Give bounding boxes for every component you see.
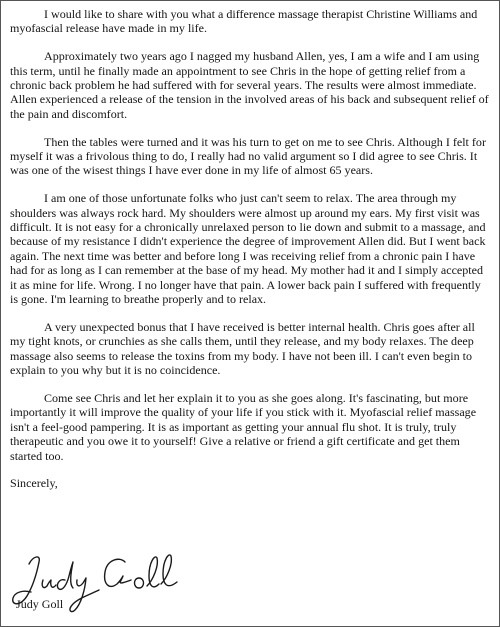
letter-paragraph-2: Approximately two years ago I nagged my husband Allen, yes, I am a wife and I am using this term, until he finally made an appointment to see Chris in the hope of getting relief from a chronic back problem he had suffered with for several years. The results were almost immediate. Allen experienced a release of the tension in the involved areas of his back and subsequent relief of the pain and discomfort. [10,49,489,121]
letter-paragraph-5: A very unexpected bonus that I have received is better internal health. Chris goes after all my tight knots, or crunchies as she calls them, until they release, and my body relaxes. The deep massage also seems to release the toxins from my body. I have not been ill. I can't even begin to explain to you why but it is no coincidence. [10,319,475,378]
letter-paragraph-3: Then the tables were turned and it was his turn to get on me to see Chris. Although I felt for myself it was a frivolous thing to do, I really had no valid argument so I did agree to see Chris. It was one of the wisest things I have ever done in my life of almost 65 years. [10,134,486,178]
letter-closing: Sincerely, [10,476,58,491]
letter-paragraph-6: Come see Chris and let her explain it to you as she goes along. It's fascinating, but more importantly it will improve the quality of your life if you stick with it. Myofascial relief massage isn't a feel-good pampering. It is as important as getting your annual flu shot. It is truly, truly therapeutic and you owe it to yourself! Give a relative or friend a gift certificate and get them started too. [10,390,477,463]
signer-name: Judy Goll [16,597,64,611]
letter-paragraph-1: I would like to share with you what a difference massage therapist Christine Williams and myofascial release have made in my life. [10,7,478,36]
letter-paragraph-4: I am one of those unfortunate folks who just can't seem to relax. The area through my shoulders was always rock hard. My shoulders were almost up around my ears. My first visit was difficult. It is not easy for a chronically unrelaxed person to lie down and submit to a massage, and because of my resistance I didn't experience the degree of improvement Allen did. But I went back again. The next time was better and before long I was receiving relief from a chronic pain I have had for as long as I can remember at the base of my head. My mother had it and I simply accepted it as mine for life. Wrong. I no longer have that pain. A lower back pain I suffered with frequently is gone. I'm learning to breathe properly and to relax. [10,191,486,307]
